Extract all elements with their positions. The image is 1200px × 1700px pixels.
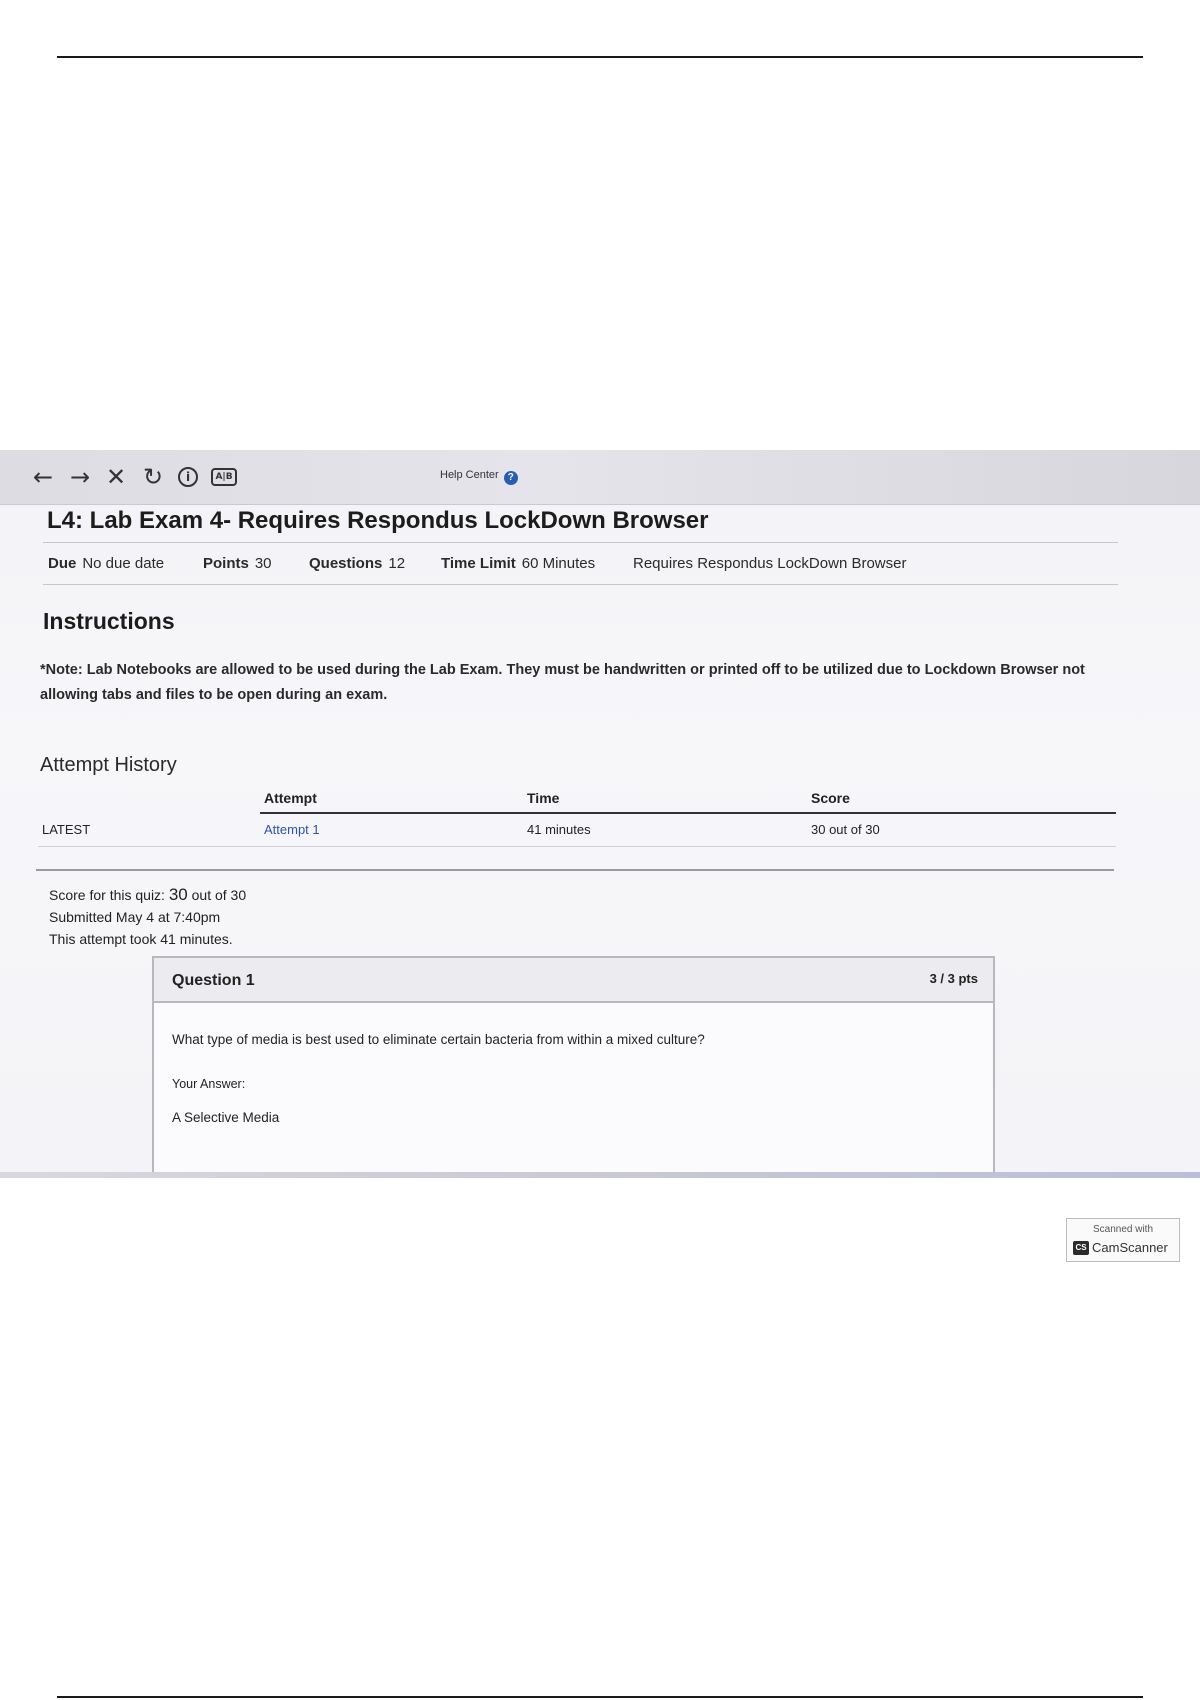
score-label: Score for this quiz: — [49, 887, 165, 903]
score-suffix: out of 30 — [191, 887, 247, 903]
meta-points-label: Points — [203, 555, 249, 572]
screenshot-photo — [0, 450, 1200, 1178]
meta-time-limit — [441, 555, 595, 572]
back-arrow-icon[interactable]: ← — [32, 463, 54, 491]
attempt-duration-text: This attempt took 41 minutes. — [49, 931, 233, 947]
question-text: What type of media is best used to eliminate certain bacteria from within a mixed culture? — [172, 1032, 705, 1047]
meta-due-label: Due — [48, 555, 77, 572]
help-icon: ? — [504, 471, 518, 485]
instructions-note: *Note: Lab Notebooks are allowed to be used during the Lab Exam. They must be handwritten or printed off to be utilized due to Lockdown Browser not allowing tabs and files to be open during an exam. — [40, 662, 1085, 703]
meta-time-label: Time Limit — [441, 555, 516, 572]
meta-questions-label: Questions — [309, 555, 383, 572]
question-header — [154, 958, 993, 1003]
forward-arrow-icon[interactable]: → — [69, 463, 91, 491]
page-title: L4: Lab Exam 4- Requires Respondus LockDown Browser — [47, 507, 709, 534]
table-row-rule — [38, 846, 1116, 847]
page-bottom-rule — [57, 1696, 1143, 1698]
score-summary — [49, 884, 246, 950]
page-top-rule — [57, 56, 1143, 58]
meta-points — [203, 555, 272, 572]
question-points: 3 / 3 pts — [929, 971, 978, 986]
column-header-time: Time — [527, 790, 560, 806]
score-line — [49, 884, 246, 906]
question-card — [152, 956, 995, 1178]
help-center-link[interactable] — [440, 469, 518, 485]
column-header-score: Score — [811, 790, 850, 806]
attempt-link[interactable]: Attempt 1 — [264, 822, 320, 837]
meta-time-value: 60 Minutes — [521, 555, 596, 572]
reload-icon[interactable]: ↻ — [142, 463, 164, 491]
reader-view-icon[interactable]: A|B — [211, 468, 237, 486]
submitted-text: Submitted May 4 at 7:40pm — [49, 909, 221, 925]
score-value: 30 — [168, 885, 188, 904]
help-center-label: Help Center — [440, 469, 499, 481]
watermark-name: CamScanner — [1092, 1240, 1168, 1255]
info-icon[interactable]: i — [178, 467, 198, 487]
camscanner-logo-icon: CS — [1073, 1241, 1089, 1255]
instructions-heading: Instructions — [43, 608, 175, 634]
meta-requirement: Requires Respondus LockDown Browser — [633, 555, 907, 572]
attempt-time: 41 minutes — [527, 822, 591, 837]
browser-toolbar — [0, 450, 1200, 505]
latest-tag: LATEST — [42, 822, 91, 837]
meta-due-value: No due date — [82, 555, 165, 572]
camscanner-watermark — [1066, 1218, 1180, 1262]
attempt-score: 30 out of 30 — [811, 822, 880, 837]
meta-questions-value: 12 — [388, 555, 406, 572]
your-answer-label: Your Answer: — [172, 1077, 246, 1091]
column-header-attempt: Attempt — [264, 790, 317, 806]
quiz-meta-bar — [43, 542, 1118, 585]
watermark-scanned-text: Scanned with — [1092, 1224, 1154, 1235]
table-header-rule — [260, 812, 1116, 814]
meta-points-value: 30 — [254, 555, 272, 572]
question-title: Question 1 — [172, 972, 255, 989]
attempt-history-heading: Attempt History — [40, 754, 177, 776]
meta-questions — [309, 555, 405, 572]
close-icon[interactable]: ✕ — [105, 463, 127, 491]
meta-due — [48, 555, 164, 572]
answer-value: A Selective Media — [172, 1110, 280, 1125]
table-bottom-rule — [36, 869, 1114, 871]
